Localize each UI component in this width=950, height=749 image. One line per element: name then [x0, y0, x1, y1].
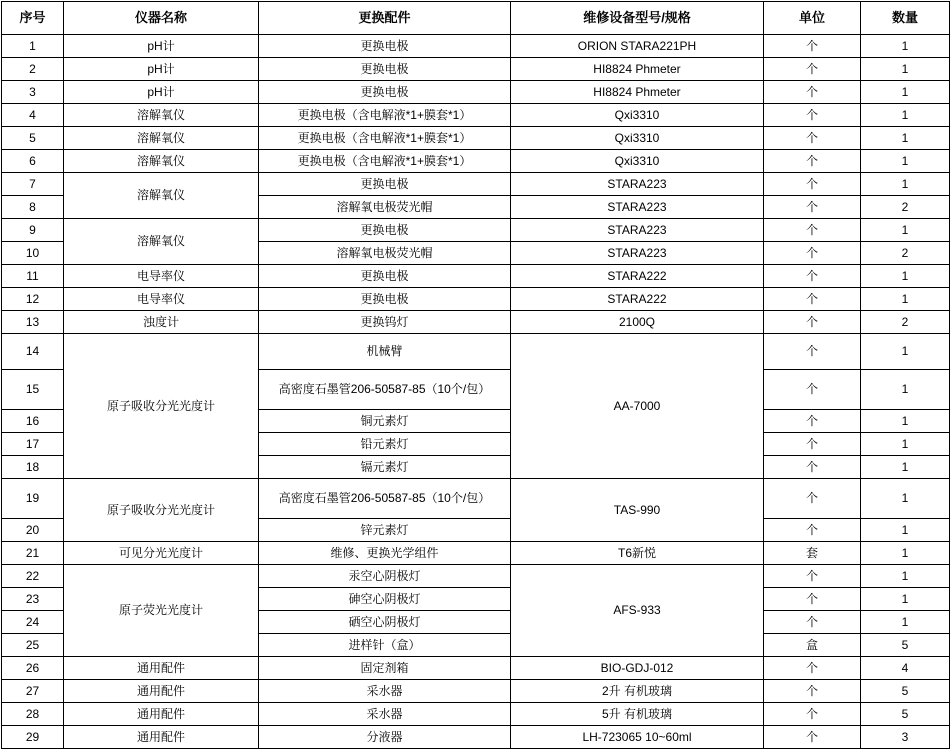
- cell-no: 1: [2, 35, 64, 58]
- cell-unit: 个: [764, 410, 861, 433]
- cell-part: 高密度石墨管206-50587-85（10个/包）: [259, 479, 511, 519]
- cell-no: 17: [2, 433, 64, 456]
- cell-name: 通用配件: [64, 703, 259, 726]
- table-body: [2, 35, 950, 749]
- cell-no: 10: [2, 242, 64, 265]
- cell-qty: 5: [861, 680, 950, 703]
- cell-model: HI8824 Phmeter: [511, 58, 764, 81]
- cell-model: STARA223: [511, 196, 764, 219]
- cell-no: 13: [2, 311, 64, 334]
- table-row: [2, 127, 950, 150]
- cell-qty: 1: [861, 410, 950, 433]
- cell-part: 分液器: [259, 726, 511, 749]
- cell-unit: 个: [764, 334, 861, 370]
- table-row: [2, 657, 950, 680]
- cell-unit: 盒: [764, 634, 861, 657]
- header-model-spec: 维修设备型号/规格: [511, 2, 764, 35]
- table-row: [2, 288, 950, 311]
- cell-name: 通用配件: [64, 657, 259, 680]
- header-no: 序号: [2, 2, 64, 35]
- cell-name: pH计: [64, 35, 259, 58]
- cell-qty: 1: [861, 542, 950, 565]
- table-row: [2, 680, 950, 703]
- cell-unit: 个: [764, 726, 861, 749]
- cell-qty: 1: [861, 565, 950, 588]
- cell-model: STARA223: [511, 173, 764, 196]
- cell-unit: 个: [764, 150, 861, 173]
- cell-name: 通用配件: [64, 680, 259, 703]
- cell-part: 汞空心阴极灯: [259, 565, 511, 588]
- cell-model: Qxi3310: [511, 150, 764, 173]
- cell-qty: 1: [861, 35, 950, 58]
- cell-model: AFS-933: [511, 565, 764, 657]
- table-row: [2, 565, 950, 588]
- cell-name: 浊度计: [64, 311, 259, 334]
- cell-qty: 1: [861, 127, 950, 150]
- cell-qty: 1: [861, 456, 950, 479]
- cell-unit: 个: [764, 242, 861, 265]
- cell-unit: 个: [764, 81, 861, 104]
- cell-qty: 1: [861, 219, 950, 242]
- table-row: [2, 479, 950, 519]
- cell-qty: 1: [861, 334, 950, 370]
- cell-part: 更换电极（含电解液*1+膜套*1）: [259, 104, 511, 127]
- cell-model: TAS-990: [511, 479, 764, 542]
- cell-name: 电导率仪: [64, 288, 259, 311]
- table-row: [2, 104, 950, 127]
- cell-name: 原子荧光光度计: [64, 565, 259, 657]
- cell-unit: 个: [764, 433, 861, 456]
- cell-no: 6: [2, 150, 64, 173]
- cell-qty: 1: [861, 58, 950, 81]
- cell-qty: 1: [861, 265, 950, 288]
- cell-unit: 个: [764, 127, 861, 150]
- header-quantity: 数量: [861, 2, 950, 35]
- cell-unit: 个: [764, 611, 861, 634]
- table-row: [2, 311, 950, 334]
- cell-qty: 1: [861, 479, 950, 519]
- cell-qty: 1: [861, 433, 950, 456]
- cell-part: 镉元素灯: [259, 456, 511, 479]
- cell-no: 8: [2, 196, 64, 219]
- cell-qty: 2: [861, 242, 950, 265]
- spreadsheet-sheet: [0, 1, 950, 744]
- cell-model: 2100Q: [511, 311, 764, 334]
- table-row: [2, 58, 950, 81]
- cell-no: 22: [2, 565, 64, 588]
- cell-model: LH-723065 10~60ml: [511, 726, 764, 749]
- cell-name: 溶解氧仪: [64, 150, 259, 173]
- cell-name: 原子吸收分光光度计: [64, 334, 259, 479]
- cell-part: 锌元素灯: [259, 519, 511, 542]
- table-row: [2, 173, 950, 196]
- cell-part: 硒空心阴极灯: [259, 611, 511, 634]
- cell-no: 20: [2, 519, 64, 542]
- cell-model: AA-7000: [511, 334, 764, 479]
- cell-no: 2: [2, 58, 64, 81]
- cell-unit: 个: [764, 58, 861, 81]
- cell-no: 26: [2, 657, 64, 680]
- cell-name: 可见分光光度计: [64, 542, 259, 565]
- cell-no: 9: [2, 219, 64, 242]
- cell-part: 更换电极（含电解液*1+膜套*1）: [259, 150, 511, 173]
- cell-unit: 个: [764, 35, 861, 58]
- cell-unit: 个: [764, 657, 861, 680]
- cell-unit: 个: [764, 173, 861, 196]
- cell-model: Qxi3310: [511, 127, 764, 150]
- cell-no: 21: [2, 542, 64, 565]
- cell-part: 更换电极: [259, 58, 511, 81]
- cell-unit: 个: [764, 104, 861, 127]
- cell-unit: 套: [764, 542, 861, 565]
- cell-qty: 2: [861, 196, 950, 219]
- cell-part: 铜元素灯: [259, 410, 511, 433]
- cell-model: BIO-GDJ-012: [511, 657, 764, 680]
- table-row: [2, 35, 950, 58]
- table-row: [2, 334, 950, 370]
- table-row: [2, 542, 950, 565]
- cell-unit: 个: [764, 265, 861, 288]
- header-unit: 单位: [764, 2, 861, 35]
- cell-part: 进样针（盒）: [259, 634, 511, 657]
- cell-no: 18: [2, 456, 64, 479]
- cell-model: Qxi3310: [511, 104, 764, 127]
- parts-table: [1, 1, 950, 749]
- cell-unit: 个: [764, 456, 861, 479]
- table-row: [2, 726, 950, 749]
- table-header: [2, 2, 950, 35]
- cell-no: 4: [2, 104, 64, 127]
- cell-model: STARA223: [511, 219, 764, 242]
- cell-model: STARA223: [511, 242, 764, 265]
- cell-no: 19: [2, 479, 64, 519]
- table-row: [2, 265, 950, 288]
- cell-part: 砷空心阴极灯: [259, 588, 511, 611]
- cell-qty: 1: [861, 104, 950, 127]
- cell-qty: 1: [861, 588, 950, 611]
- cell-qty: 5: [861, 634, 950, 657]
- table-row: [2, 703, 950, 726]
- cell-part: 采水器: [259, 703, 511, 726]
- cell-qty: 1: [861, 81, 950, 104]
- cell-name: 原子吸收分光光度计: [64, 479, 259, 542]
- cell-part: 维修、更换光学组件: [259, 542, 511, 565]
- cell-part: 更换电极: [259, 173, 511, 196]
- cell-qty: 1: [861, 150, 950, 173]
- cell-no: 24: [2, 611, 64, 634]
- cell-no: 23: [2, 588, 64, 611]
- cell-qty: 1: [861, 288, 950, 311]
- cell-part: 溶解氧电极荧光帽: [259, 242, 511, 265]
- table-row: [2, 219, 950, 242]
- cell-part: 固定剂箱: [259, 657, 511, 680]
- cell-no: 28: [2, 703, 64, 726]
- cell-unit: 个: [764, 370, 861, 410]
- cell-model: 2升 有机玻璃: [511, 680, 764, 703]
- cell-name: pH计: [64, 58, 259, 81]
- cell-name: 通用配件: [64, 726, 259, 749]
- cell-part: 高密度石墨管206-50587-85（10个/包）: [259, 370, 511, 410]
- cell-no: 25: [2, 634, 64, 657]
- cell-name: pH计: [64, 81, 259, 104]
- cell-part: 更换电极: [259, 81, 511, 104]
- cell-part: 溶解氧电极荧光帽: [259, 196, 511, 219]
- cell-unit: 个: [764, 588, 861, 611]
- cell-unit: 个: [764, 680, 861, 703]
- header-instrument-name: 仪器名称: [64, 2, 259, 35]
- cell-model: T6新悦: [511, 542, 764, 565]
- cell-qty: 2: [861, 311, 950, 334]
- cell-qty: 1: [861, 519, 950, 542]
- cell-part: 采水器: [259, 680, 511, 703]
- cell-no: 16: [2, 410, 64, 433]
- cell-no: 7: [2, 173, 64, 196]
- cell-model: 5升 有机玻璃: [511, 703, 764, 726]
- cell-name: 溶解氧仪: [64, 219, 259, 265]
- cell-unit: 个: [764, 703, 861, 726]
- cell-part: 更换电极: [259, 219, 511, 242]
- cell-model: STARA222: [511, 288, 764, 311]
- cell-qty: 1: [861, 173, 950, 196]
- cell-name: 溶解氧仪: [64, 127, 259, 150]
- cell-part: 更换钨灯: [259, 311, 511, 334]
- cell-unit: 个: [764, 565, 861, 588]
- cell-no: 15: [2, 370, 64, 410]
- cell-part: 机械臂: [259, 334, 511, 370]
- cell-no: 29: [2, 726, 64, 749]
- cell-qty: 4: [861, 657, 950, 680]
- cell-unit: 个: [764, 219, 861, 242]
- cell-model: STARA222: [511, 265, 764, 288]
- cell-part: 更换电极: [259, 288, 511, 311]
- cell-model: HI8824 Phmeter: [511, 81, 764, 104]
- cell-unit: 个: [764, 288, 861, 311]
- cell-part: 铅元素灯: [259, 433, 511, 456]
- cell-no: 12: [2, 288, 64, 311]
- cell-unit: 个: [764, 196, 861, 219]
- cell-no: 11: [2, 265, 64, 288]
- cell-qty: 5: [861, 703, 950, 726]
- cell-no: 5: [2, 127, 64, 150]
- cell-qty: 3: [861, 726, 950, 749]
- cell-name: 溶解氧仪: [64, 104, 259, 127]
- header-replacement-part: 更换配件: [259, 2, 511, 35]
- cell-part: 更换电极（含电解液*1+膜套*1）: [259, 127, 511, 150]
- cell-no: 3: [2, 81, 64, 104]
- cell-model: ORION STARA221PH: [511, 35, 764, 58]
- cell-part: 更换电极: [259, 265, 511, 288]
- cell-name: 电导率仪: [64, 265, 259, 288]
- cell-no: 27: [2, 680, 64, 703]
- cell-name: 溶解氧仪: [64, 173, 259, 219]
- cell-qty: 1: [861, 611, 950, 634]
- cell-part: 更换电极: [259, 35, 511, 58]
- cell-unit: 个: [764, 311, 861, 334]
- cell-qty: 1: [861, 370, 950, 410]
- header-row: [2, 2, 950, 35]
- table-row: [2, 150, 950, 173]
- cell-unit: 个: [764, 519, 861, 542]
- table-row: [2, 81, 950, 104]
- cell-no: 14: [2, 334, 64, 370]
- cell-unit: 个: [764, 479, 861, 519]
